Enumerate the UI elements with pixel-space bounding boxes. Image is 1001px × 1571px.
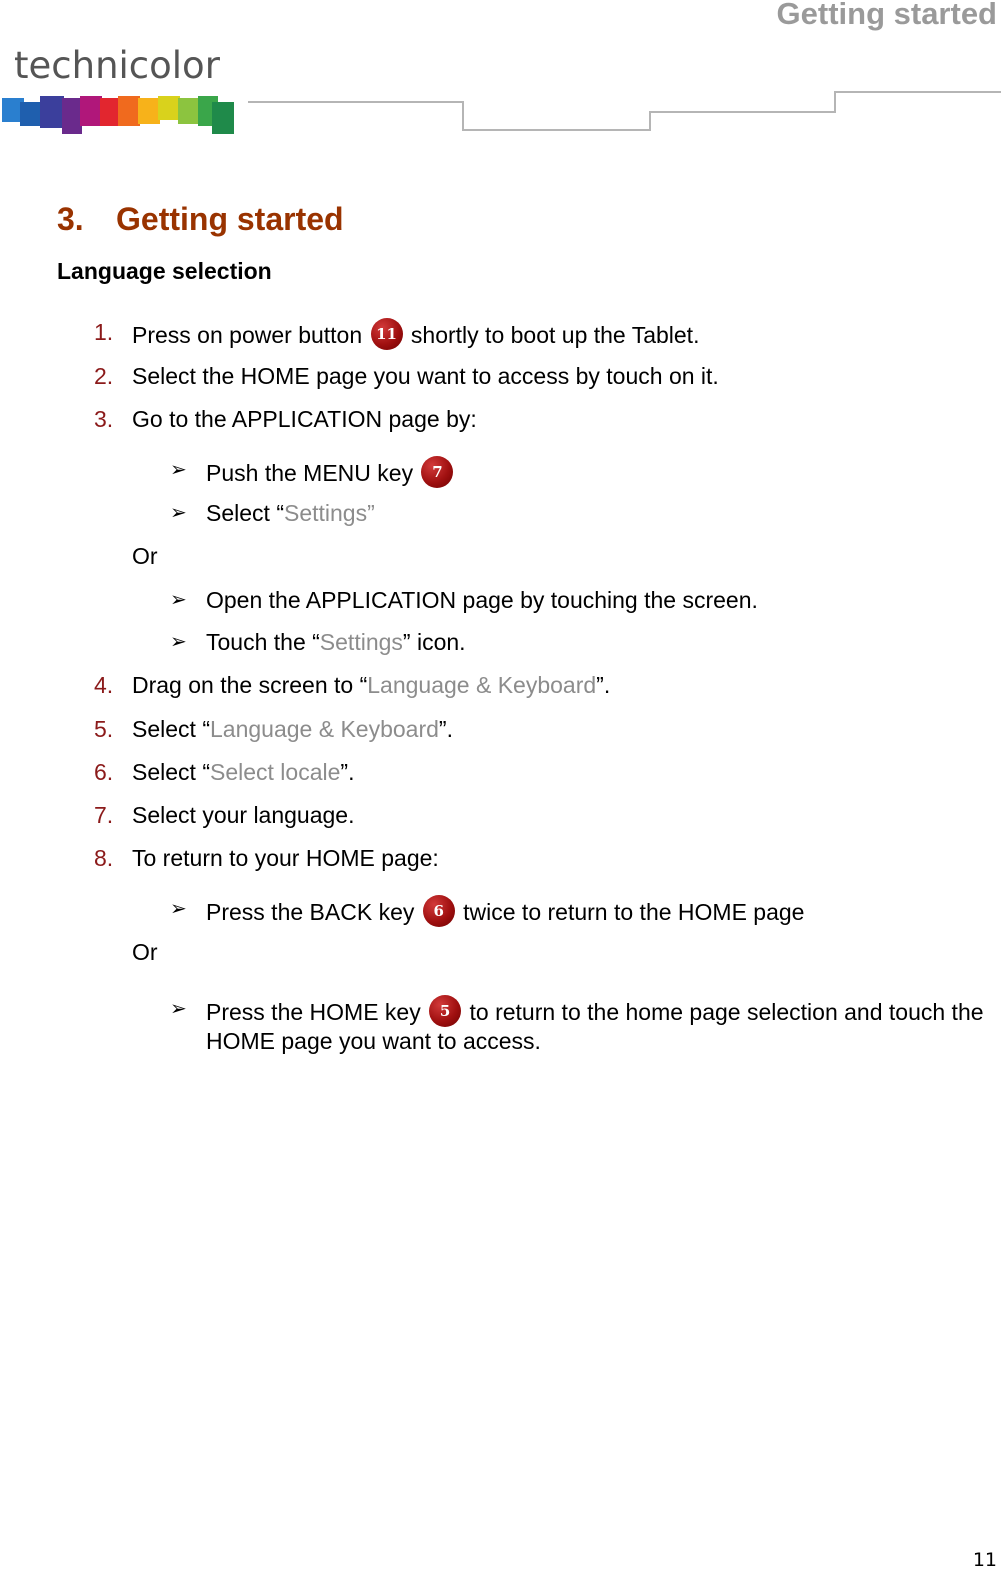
ui-term: Language & Keyboard — [367, 672, 597, 698]
bullet-text: Push the MENU key — [206, 460, 414, 486]
ui-term: Settings — [319, 629, 403, 655]
step-number: 1. — [94, 319, 114, 345]
bullet-text: Press the BACK key — [206, 899, 415, 925]
bullet-text: Press the HOME key — [206, 999, 421, 1025]
bullet-item — [206, 995, 1001, 1055]
back-key-badge-icon: 6 — [423, 895, 455, 927]
step-text: shortly to boot up the Tablet. — [410, 322, 700, 348]
arrow-bullet-icon: ➢ — [170, 998, 187, 1020]
ui-term: Select locale — [209, 759, 341, 785]
arrow-bullet-icon: ➢ — [170, 502, 187, 524]
home-key-badge-icon: 5 — [429, 995, 461, 1027]
subsection-heading: Language selection — [57, 258, 272, 284]
page-number: 11 — [972, 1549, 997, 1571]
step-text: Select your language. — [132, 802, 355, 828]
step-text: Select “ — [132, 716, 210, 742]
arrow-bullet-icon: ➢ — [170, 898, 187, 920]
bullet-text: Touch the “ — [206, 629, 320, 655]
step-number: 6. — [94, 759, 114, 785]
ui-term: Settings” — [283, 500, 375, 526]
step-text: Select the HOME page you want to access by touch on it. — [132, 363, 719, 389]
running-header-title: Getting started — [776, 0, 997, 31]
technicolor-logo: technicolor — [14, 44, 220, 87]
bullet-text: Select “ — [206, 500, 284, 526]
step-text: To return to your HOME page: — [132, 845, 439, 871]
or-separator: Or — [132, 543, 158, 569]
ui-term: Language & Keyboard — [209, 716, 439, 742]
bullet-text: to return to the home page selection and touch the HOME page you want to access. — [206, 999, 984, 1054]
step-text: Press on power button — [132, 322, 363, 348]
step-number: 2. — [94, 363, 114, 389]
step-number: 8. — [94, 845, 114, 871]
section-number: 3. — [57, 201, 84, 237]
step-number: 4. — [94, 672, 114, 698]
arrow-bullet-icon: ➢ — [170, 631, 187, 653]
step-text: Select “ — [132, 759, 210, 785]
arrow-bullet-icon: ➢ — [170, 459, 187, 481]
step-text: ”. — [596, 672, 611, 698]
menu-key-badge-icon: 7 — [421, 456, 453, 488]
section-title: Getting started — [116, 201, 344, 237]
header-decorative-line — [248, 88, 1001, 134]
technicolor-color-bar — [0, 92, 236, 138]
section-heading — [57, 201, 344, 238]
step-number: 5. — [94, 716, 114, 742]
bullet-text: twice to return to the HOME page — [463, 899, 805, 925]
step-number: 3. — [94, 406, 114, 432]
step-text: ”. — [340, 759, 355, 785]
power-button-badge-icon: 11 — [371, 318, 403, 350]
step-text: Go to the APPLICATION page by: — [132, 406, 477, 432]
bullet-text: ” icon. — [402, 629, 466, 655]
bullet-text: Open the APPLICATION page by touching the screen. — [206, 587, 758, 613]
step-number: 7. — [94, 802, 114, 828]
step-text: ”. — [438, 716, 453, 742]
or-separator: Or — [132, 939, 158, 965]
arrow-bullet-icon: ➢ — [170, 589, 187, 611]
step-text: Drag on the screen to “ — [132, 672, 368, 698]
